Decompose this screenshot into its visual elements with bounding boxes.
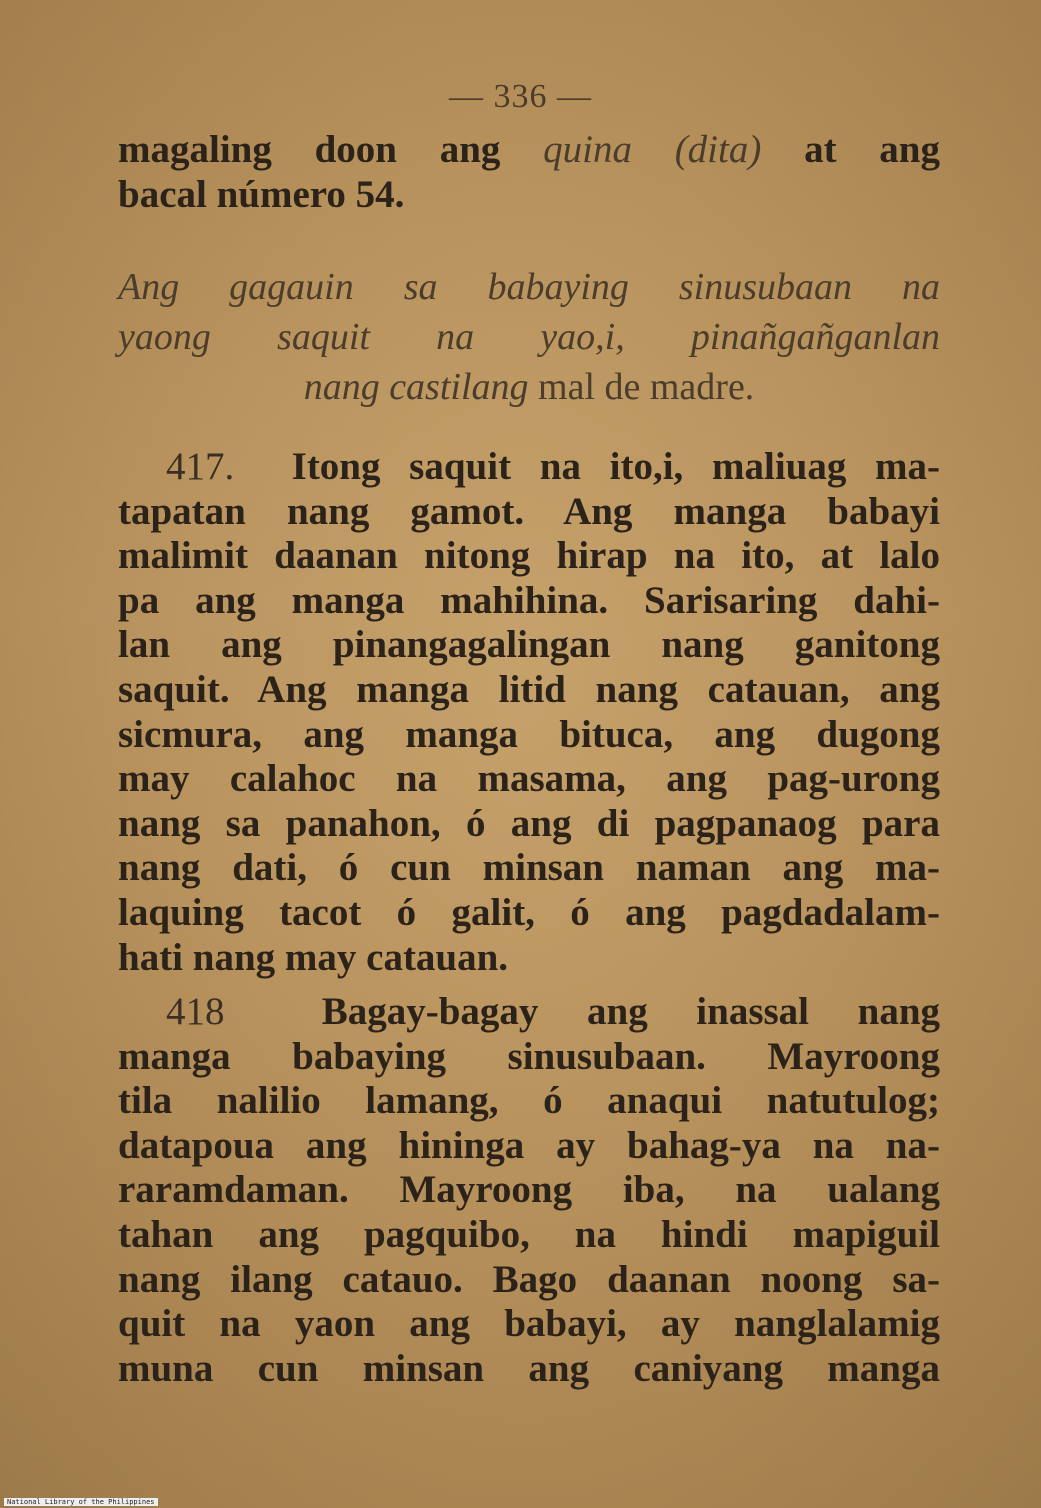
- page-number: — 336 —: [449, 78, 592, 115]
- p418-text: Bagay-bagay ang inassal nang: [321, 990, 941, 1033]
- heading-italic-text: nang castilang: [303, 366, 529, 408]
- intro-line-1: [118, 128, 940, 173]
- p417-line: hati nang may catauan.: [118, 935, 509, 979]
- p418-line: nang ilang catauo. Bago daanan noong sa-: [118, 1257, 940, 1301]
- intro-line-2: bacal número 54.: [118, 172, 405, 216]
- p417-line: [118, 445, 940, 490]
- library-footer: National Library of the Philippines: [4, 1498, 158, 1506]
- heading-line-3: [118, 362, 940, 412]
- p417-line: saquit. Ang manga litid nang catauan, ang: [118, 667, 940, 711]
- p417-line: laquing tacot ó galit, ó ang pagdadalam-: [118, 890, 940, 934]
- p417-number: 417.: [166, 445, 235, 488]
- p417-line: may calahoc na masama, ang pag-urong: [118, 757, 940, 801]
- p417-line: nang dati, ó cun minsan naman ang ma-: [118, 846, 940, 890]
- p417-line: malimit daanan nitong hirap na ito, at lalo: [118, 534, 940, 578]
- section-heading: [118, 262, 940, 412]
- p417-line: pa ang manga mahihina. Sarisaring dahi-: [118, 578, 940, 622]
- p418-line: [118, 990, 940, 1035]
- p418-line: raramdaman. Mayroong iba, na ualang: [118, 1168, 940, 1212]
- p418-line: muna cun minsan ang caniyang manga: [118, 1346, 940, 1390]
- p418-line: datapoua ang hininga ay bahag-ya na na-: [118, 1123, 940, 1167]
- p418-line: tahan ang pagquibo, na hindi mapiguil: [118, 1212, 940, 1256]
- heading-roman-text: mal de madre.: [528, 366, 755, 408]
- intro-text-end: at ang: [761, 128, 940, 171]
- paragraph-418: [118, 990, 940, 1391]
- intro-text: magaling doon ang: [118, 128, 544, 171]
- p418-line: manga babaying sinusubaan. Mayroong: [118, 1034, 940, 1078]
- intro-paragraph: [118, 128, 940, 217]
- p417-line: tapatan nang gamot. Ang manga babayi: [118, 489, 940, 533]
- p418-line: quit na yaon ang babayi, ay nanglalamig: [118, 1302, 940, 1346]
- p418-number: 418: [166, 990, 225, 1033]
- p418-line: tila nalilio lamang, ó anaqui natutulog;: [118, 1079, 940, 1123]
- p417-line: nang sa panahon, ó ang di pagpanaog para: [118, 801, 940, 845]
- p417-line: lan ang pinangagalingan nang ganitong: [118, 623, 940, 667]
- intro-italic-term: quina (dita): [543, 128, 762, 171]
- heading-line-2: yaong saquit na yao,i, pinañgañganlan: [118, 316, 940, 358]
- heading-line-1: Ang gagauin sa babaying sinusubaan na: [118, 266, 940, 308]
- paragraph-417: [118, 445, 940, 980]
- p417-line: sicmura, ang manga bituca, ang dugong: [118, 712, 940, 756]
- p417-text: Itong saquit na ito,i, maliuag ma-: [291, 445, 941, 488]
